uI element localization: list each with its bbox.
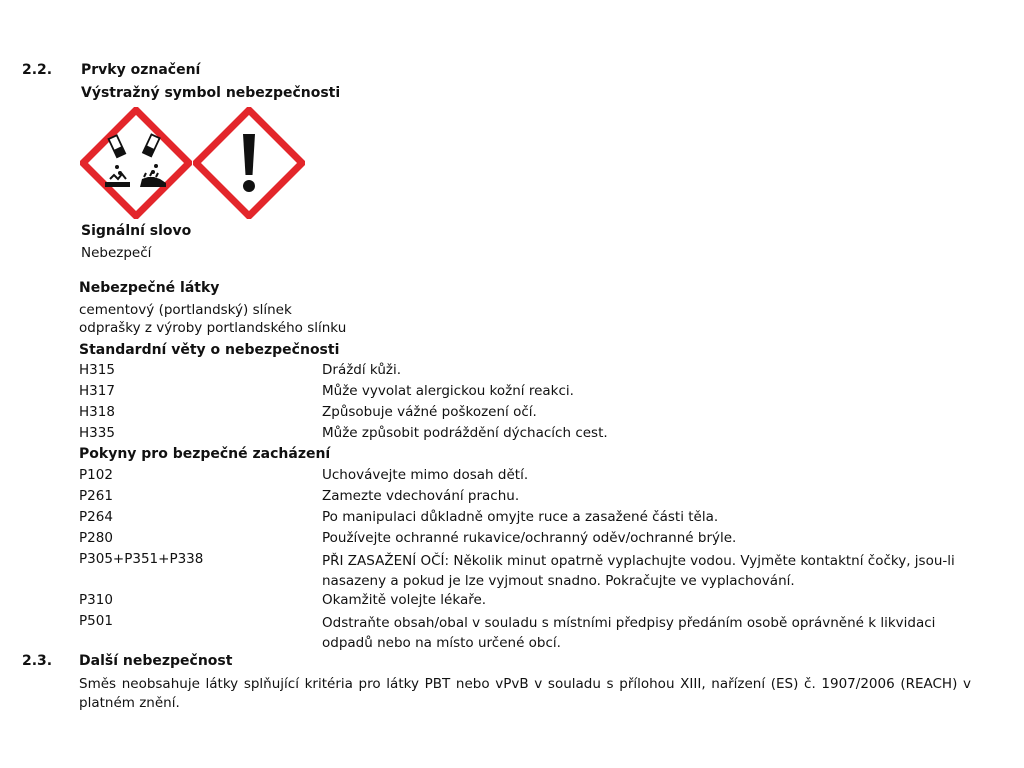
hazard-code: H315 <box>79 362 115 378</box>
signal-word: Nebezpečí <box>81 245 152 261</box>
signal-word-heading: Signální slovo <box>81 223 192 239</box>
hazard-text: Způsobuje vážné poškození očí. <box>322 404 537 420</box>
precaution-text: Používejte ochranné rukavice/ochranný oděv/ochranné brýle. <box>322 530 737 546</box>
precaution-text: PŘI ZASAŽENÍ OČÍ: Několik minut opatrně vyplachujte vodou. Vyjměte kontaktní čočky, jsou-li nasazeny a pokud je lze vyjmout snadno. Pokračujte ve vyplachování. <box>322 553 955 589</box>
hazard-text: Může vyvolat alergickou kožní reakci. <box>322 383 574 399</box>
hazard-code: H335 <box>79 425 115 441</box>
substances-heading: Nebezpečné látky <box>79 280 220 296</box>
precaution-text: Odstraňte obsah/obal v souladu s místními předpisy předáním osobě oprávněné k likvidaci odpadů nebo na místo určené obcí. <box>322 615 936 651</box>
precaution-text: Okamžitě volejte lékaře. <box>322 592 487 608</box>
hazard-text: Dráždí kůži. <box>322 362 402 378</box>
section-number-2-3: 2.3. <box>22 653 53 669</box>
substance-item: odprašky z výroby portlandského slínku <box>79 320 347 336</box>
precaution-code: P305+P351+P338 <box>79 551 204 567</box>
hazard-code: H318 <box>79 404 115 420</box>
section-number-2-2: 2.2. <box>22 62 53 78</box>
precaution-code: P280 <box>79 530 113 546</box>
corrosion-pictogram <box>80 107 192 219</box>
precaution-code: P501 <box>79 613 113 629</box>
hazard-code: H317 <box>79 383 115 399</box>
pictogram-heading: Výstražný symbol nebezpečnosti <box>81 85 341 101</box>
precaution-text: Uchovávejte mimo dosah dětí. <box>322 467 529 483</box>
precaution-code: P264 <box>79 509 113 525</box>
hazard-text: Může způsobit podráždění dýchacích cest. <box>322 425 608 441</box>
section-2-3-text: Směs neobsahuje látky splňující kritéria pro látky PBT nebo vPvB v souladu s přílohou XIII, nařízení (ES) č. 1907/2006 (REACH) v platném znění. <box>79 676 971 711</box>
section-title-2-3: Další nebezpečnost <box>79 653 233 669</box>
substance-item: cementový (portlandský) slínek <box>79 302 292 318</box>
precaution-code: P310 <box>79 592 113 608</box>
precaution-text: Zamezte vdechování prachu. <box>322 488 520 504</box>
precaution-code: P261 <box>79 488 113 504</box>
exclamation-mark-pictogram <box>193 107 305 219</box>
precaution-text: Po manipulaci důkladně omyjte ruce a zasažené části těla. <box>322 509 719 525</box>
hazard-statements-heading: Standardní věty o nebezpečnosti <box>79 342 340 358</box>
precaution-code: P102 <box>79 467 113 483</box>
precautionary-statements-heading: Pokyny pro bezpečné zacházení <box>79 446 331 462</box>
section-title-2-2: Prvky označení <box>81 62 201 78</box>
